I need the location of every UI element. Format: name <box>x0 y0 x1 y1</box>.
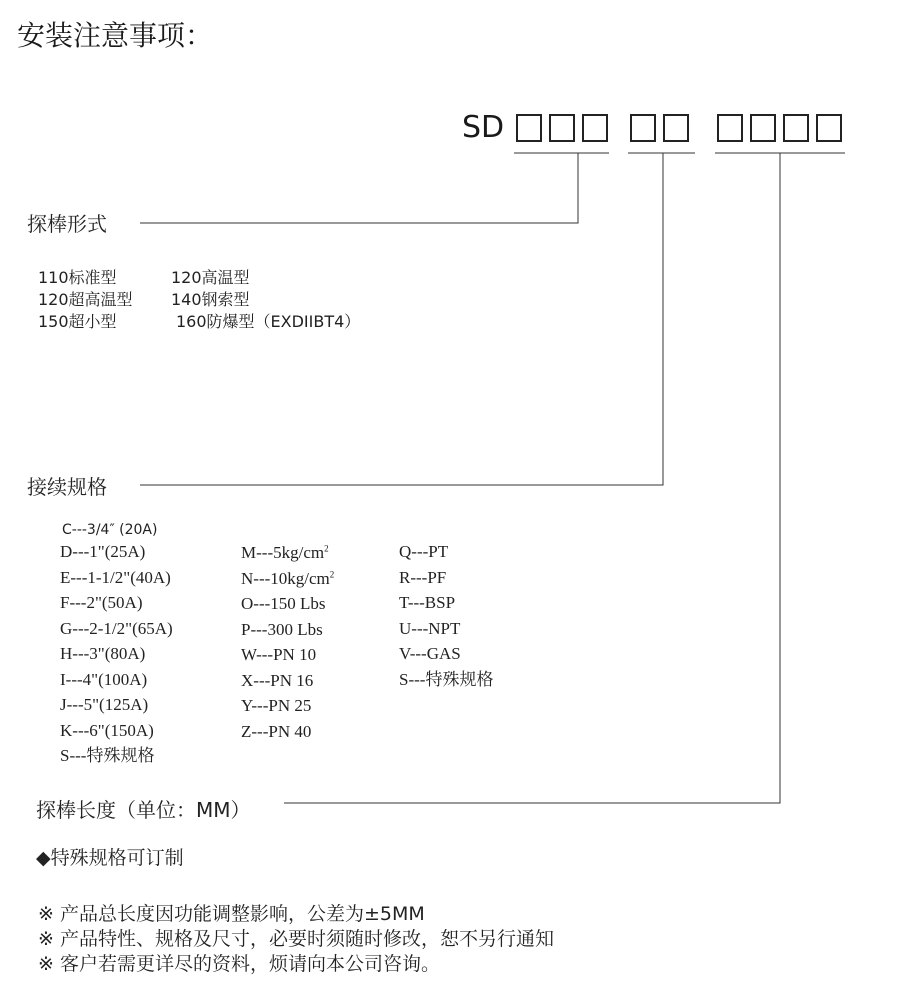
connection-col1 <box>60 539 173 769</box>
connection-item: S---特殊规格 <box>60 746 155 765</box>
connection-item: J---5"(125A) <box>60 695 149 714</box>
probe-form-option: 150超小型 <box>38 312 117 331</box>
connection-item: D---1"(25A) <box>60 542 146 561</box>
probe-form-option: 120超高温型 <box>38 290 133 309</box>
footer-note: ※ 产品总长度因功能调整影响，公差为±5MM <box>38 903 425 925</box>
probe-form-option: 120高温型 <box>171 268 250 287</box>
custom-spec-note: ◆特殊规格可订制 <box>36 847 184 869</box>
connection-item: $M---5kg/cm^2$ <box>241 543 329 562</box>
connection-item: $N---10kg/cm^2$ <box>241 568 335 588</box>
connection-item: K---6"(150A) <box>60 720 154 740</box>
page-title: 安装注意事项： <box>17 19 214 52</box>
connection-item: O---150 Lbs <box>241 594 326 613</box>
connection-item: P---300 Lbs <box>241 619 323 639</box>
probe-form-label: 探棒形式 <box>27 212 107 236</box>
probe-form-option: 160防爆型（EXDIIBT4） <box>176 312 361 331</box>
probe-form-option: 140钢索型 <box>171 290 250 309</box>
connection-col3 <box>399 539 493 692</box>
leader-probe-length <box>284 153 780 803</box>
probe-length-label: 探棒长度（单位：MM） <box>36 798 251 822</box>
connection-label: 接续规格 <box>27 475 107 499</box>
connection-item: E---1-1/2"(40A) <box>60 567 171 587</box>
connection-col2 <box>241 540 334 744</box>
connection-item: F---2"(50A) <box>60 593 143 612</box>
probe-form-option: 110标准型 <box>38 268 117 287</box>
connection-item: V---GAS <box>399 644 461 663</box>
footer-note: ※ 客户若需更详尽的资料，烦请向本公司咨询。 <box>38 953 440 975</box>
footer-notes <box>38 902 554 977</box>
connection-item: I---4"(100A) <box>60 669 148 689</box>
connection-item: H---3"(80A) <box>60 644 146 663</box>
connection-item: U---NPT <box>399 618 461 638</box>
connection-item: W---PN 10 <box>241 645 317 664</box>
connection-item: Q---PT <box>399 542 449 561</box>
connection-item: X---PN 16 <box>241 670 314 690</box>
leader-probe-form <box>140 153 578 223</box>
connection-item: Y---PN 25 <box>241 696 312 715</box>
model-code-prefix: SD <box>462 110 505 145</box>
connection-c-item: C---3/4″ (20A) <box>62 522 158 538</box>
connection-item: G---2-1/2"(65A) <box>60 618 173 638</box>
connection-item: Z---PN 40 <box>241 721 312 741</box>
footer-note: ※ 产品特性、规格及尺寸，必要时须随时修改，恕不另行通知 <box>38 928 554 950</box>
connection-item: T---BSP <box>399 593 456 612</box>
connection-item: S---特殊规格 <box>399 669 494 689</box>
connection-item: R---PF <box>399 567 447 587</box>
